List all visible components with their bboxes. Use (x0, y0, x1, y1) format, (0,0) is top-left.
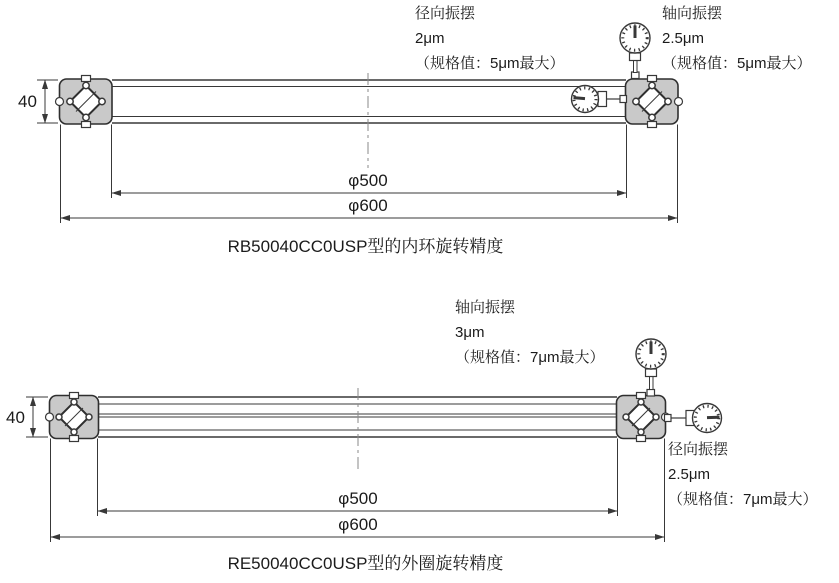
dim-label-bore-top: φ500 (348, 171, 388, 190)
caption-top: RB50040CC0USP型的内环旋转精度 (227, 237, 504, 256)
dim-width-top (37, 80, 58, 123)
annotation-value: 2.5μm (668, 466, 710, 483)
annotation-value: 2.5μm (662, 30, 704, 47)
annotation-radial-runout-top (415, 1, 564, 76)
annotation-title: 轴向振摆 (455, 299, 516, 316)
dim-label-outer-bottom: φ600 (338, 515, 378, 534)
bearing-bottom-assembly (26, 339, 722, 542)
annotation-spec: （规格值：7μm最大） (668, 491, 818, 508)
dial-indicator-radial-bottom-icon (665, 404, 722, 433)
dim-label-width-top: 40 (18, 92, 37, 111)
dim-width-bottom (26, 397, 48, 437)
cross-section-top-right (626, 76, 683, 129)
caption-bottom: RE50040CC0USP型的外圈旋转精度 (227, 554, 504, 573)
dial-indicator-axial-top-icon (620, 23, 650, 79)
annotation-radial-runout-bottom (668, 437, 817, 512)
cross-section-bottom-left (46, 392, 99, 442)
annotation-value: 2μm (415, 30, 445, 47)
annotation-title: 径向振摆 (668, 441, 729, 458)
annotation-title: 径向振摆 (415, 5, 476, 22)
bearing-top-assembly (37, 23, 683, 223)
annotation-axial-runout-top (662, 1, 811, 76)
annotation-axial-runout-bottom (455, 295, 604, 370)
dim-label-bore-bottom: φ500 (338, 489, 378, 508)
annotation-spec: （规格值：5μm最大） (415, 55, 565, 72)
annotation-title: 轴向振摆 (662, 5, 723, 22)
cross-section-bottom-right (617, 392, 670, 442)
annotation-spec: （规格值：5μm最大） (662, 55, 812, 72)
dial-indicator-radial-top-icon (572, 86, 627, 113)
cross-section-top-left (56, 76, 113, 129)
dial-indicator-axial-bottom-icon (636, 339, 666, 396)
dim-label-width-bottom: 40 (6, 408, 25, 427)
dim-label-outer-top: φ600 (348, 196, 388, 215)
annotation-value: 3μm (455, 324, 485, 341)
annotation-spec: （规格值：7μm最大） (455, 349, 605, 366)
